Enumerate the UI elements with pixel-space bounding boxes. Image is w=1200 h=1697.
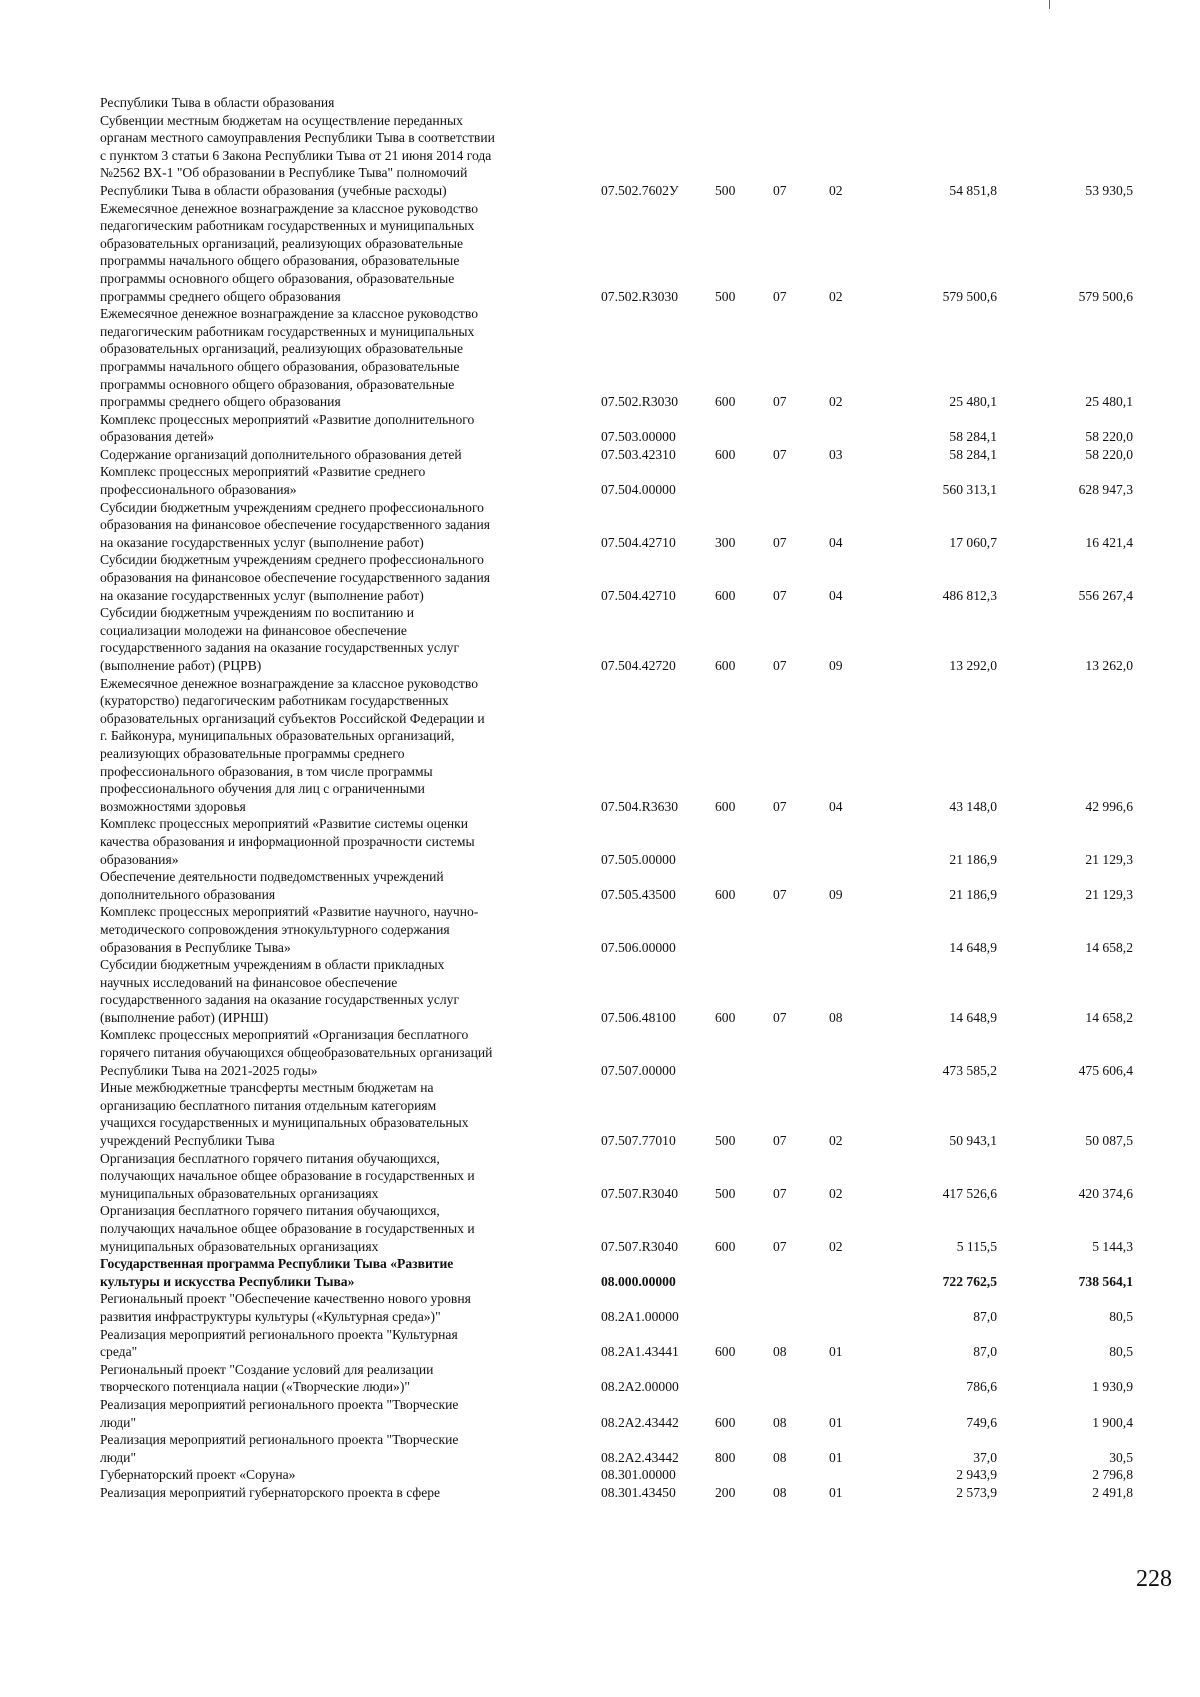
table-row — [100, 1361, 1150, 1396]
amount-year-1: 37,0 — [973, 1449, 997, 1465]
target-article-code: 07.505.43500 — [601, 886, 676, 902]
target-article-code: 07.505.00000 — [601, 851, 676, 867]
row-description: Государственная программа Республики Тыва «Развитие культуры и искусства Республики Тыва» — [100, 1256, 454, 1289]
amount-year-1: 17 060,7 — [949, 534, 997, 550]
amount-year-2: 80,5 — [1109, 1344, 1133, 1360]
target-article-code: 08.2А2.43442 — [601, 1414, 679, 1430]
amount-year-1: 722 762,5 — [942, 1273, 997, 1289]
amount-year-2: 53 930,5 — [1085, 182, 1133, 198]
target-article-code: 07.504.42710 — [601, 587, 676, 603]
subsection-code: 01 — [829, 1344, 843, 1360]
row-description: Субвенции местным бюджетам на осуществление переданных органам местного самоуправления Республики Тыва в соответствии с пунктом 3 статьи 6 Закона Республики Тыва от 21 июня 2014 года №2562 ВХ-1 "Об образовании в Республике Тыва" полномочий Республики Тыва в области образования (учебные расходы) — [100, 112, 495, 198]
amount-year-2: 420 374,6 — [1078, 1185, 1133, 1201]
target-article-code: 07.507.77010 — [601, 1133, 676, 1149]
amount-year-2: 58 220,0 — [1085, 446, 1133, 462]
table-row — [100, 1326, 1150, 1361]
table-row — [100, 1466, 1150, 1484]
expense-type-code: 600 — [715, 886, 736, 902]
section-code: 07 — [773, 1238, 787, 1254]
amount-year-1: 21 186,9 — [949, 851, 997, 867]
target-article-code: 07.507.00000 — [601, 1062, 676, 1078]
target-article-code: 07.502.R3030 — [601, 288, 679, 304]
section-code: 07 — [773, 798, 787, 814]
amount-year-2: 579 500,6 — [1078, 288, 1133, 304]
target-article-code: 07.502.R3030 — [601, 394, 679, 410]
target-article-code: 08.000.00000 — [601, 1273, 676, 1289]
table-row — [100, 463, 1150, 498]
subsection-code: 02 — [829, 1238, 843, 1254]
expense-type-code: 500 — [715, 288, 736, 304]
table-row — [100, 1484, 1150, 1502]
amount-year-2: 628 947,3 — [1078, 482, 1133, 498]
target-article-code: 07.504.00000 — [601, 482, 676, 498]
amount-year-1: 50 943,1 — [949, 1133, 997, 1149]
amount-year-1: 58 284,1 — [949, 429, 997, 445]
subsection-code: 09 — [829, 886, 843, 902]
amount-year-2: 738 564,1 — [1078, 1273, 1133, 1289]
row-description: Комплекс процессных мероприятий «Организация бесплатного горячего питания обучающихся общеобразовательных организаций Республики Тыва на 2021-2025 годы» — [100, 1027, 493, 1078]
expense-type-code: 600 — [715, 1009, 736, 1025]
row-description: Реализация мероприятий регионального проекта "Творческие люди" — [100, 1432, 459, 1465]
expense-type-code: 600 — [715, 1344, 736, 1360]
amount-year-1: 43 148,0 — [949, 798, 997, 814]
row-description: Ежемесячное денежное вознаграждение за классное руководство (кураторство) педагогическим работникам государственных образовательных организаций субъектов Российской Федерации и г. Байконура, муниципальных образовательных организаций, реализующих образовательные программы среднего профессионального образования, в том числе программы профессионального обучения для лиц с ограниченными возможностями здоровья — [100, 675, 485, 814]
subsection-code: 01 — [829, 1484, 843, 1500]
row-description: Субсидии бюджетным учреждениям среднего профессионального образования на финансовое обеспечение государственного задания на оказание государственных услуг (выполнение работ) — [100, 552, 490, 603]
table-row — [100, 1290, 1150, 1325]
amount-year-2: 58 220,0 — [1085, 429, 1133, 445]
amount-year-1: 5 115,5 — [956, 1238, 997, 1254]
subsection-code: 02 — [829, 1185, 843, 1201]
amount-year-1: 417 526,6 — [942, 1185, 997, 1201]
expense-type-code: 500 — [715, 1185, 736, 1201]
amount-year-2: 14 658,2 — [1085, 1009, 1133, 1025]
section-code: 07 — [773, 1133, 787, 1149]
target-article-code: 07.504.42720 — [601, 658, 676, 673]
section-code: 08 — [773, 1344, 787, 1360]
section-code: 08 — [773, 1449, 787, 1465]
subsection-code: 02 — [829, 182, 843, 198]
row-description: Организация бесплатного горячего питания обучающихся, получающих начальное общее образование в государственных и муниципальных образовательных организациях — [100, 1150, 475, 1201]
amount-year-1: 2 943,9 — [956, 1467, 997, 1483]
expense-type-code: 600 — [715, 587, 736, 603]
table-row — [100, 94, 1150, 112]
amount-year-1: 87,0 — [973, 1308, 997, 1324]
expense-type-code: 200 — [715, 1484, 736, 1500]
table-row — [100, 446, 1150, 464]
page-number: 228 — [1136, 1566, 1172, 1592]
section-code: 07 — [773, 1185, 787, 1201]
amount-year-1: 473 585,2 — [942, 1062, 997, 1078]
expense-type-code: 600 — [715, 1238, 736, 1254]
row-description: Комплекс процессных мероприятий «Развитие системы оценки качества образования и информационной прозрачности системы образования» — [100, 816, 475, 867]
amount-year-1: 2 573,9 — [956, 1484, 997, 1500]
table-row — [100, 1079, 1150, 1149]
section-code: 07 — [773, 288, 787, 304]
amount-year-1: 25 480,1 — [949, 394, 997, 410]
target-article-code: 08.2А2.00000 — [601, 1379, 679, 1395]
section-code: 08 — [773, 1484, 787, 1500]
amount-year-2: 80,5 — [1109, 1308, 1133, 1324]
amount-year-1: 486 812,3 — [942, 587, 997, 603]
amount-year-1: 560 313,1 — [942, 482, 997, 498]
subsection-code: 02 — [829, 288, 843, 304]
subsection-code: 08 — [829, 1009, 843, 1025]
row-description: Субсидии бюджетным учреждениям в области прикладных научных исследований на финансовое обеспечение государственного задания на оказание государственных услуг (выполнение работ) (ИРНШ) — [100, 957, 460, 1025]
target-article-code: 07.506.00000 — [601, 939, 676, 955]
target-article-code: 07.502.7602У — [601, 182, 679, 198]
subsection-code: 09 — [829, 658, 843, 673]
amount-year-2: 1 900,4 — [1092, 1414, 1133, 1430]
table-row — [100, 604, 1150, 674]
amount-year-2: 30,5 — [1109, 1449, 1133, 1465]
table-row — [100, 675, 1150, 816]
target-article-code: 08.2А1.43441 — [601, 1344, 679, 1360]
amount-year-1: 749,6 — [966, 1414, 997, 1430]
amount-year-2: 21 129,3 — [1085, 851, 1133, 867]
row-description: Субсидии бюджетным учреждениям по воспитанию и социализации молодежи на финансовое обеспечение государственного задания на оказание государственных услуг (выполнение работ) (РЦРВ) — [100, 605, 460, 673]
section-code: 07 — [773, 587, 787, 603]
table-row — [100, 1026, 1150, 1079]
section-code: 07 — [773, 534, 787, 550]
section-code: 07 — [773, 182, 787, 198]
amount-year-2: 50 087,5 — [1085, 1133, 1133, 1149]
scan-edge-mark — [1049, 0, 1050, 9]
table-row — [100, 1431, 1150, 1466]
subsection-code: 04 — [829, 587, 843, 603]
table-row — [100, 499, 1150, 552]
row-description: Содержание организаций дополнительного образования детей — [100, 446, 462, 462]
amount-year-1: 21 186,9 — [949, 886, 997, 902]
subsection-code: 03 — [829, 446, 843, 462]
section-code: 07 — [773, 446, 787, 462]
row-description: Региональный проект "Создание условий для реализации творческого потенциала нации («Творческие люди»)" — [100, 1361, 434, 1395]
row-description: Организация бесплатного горячего питания обучающихся, получающих начальное общее образование в государственных и муниципальных образовательных организациях — [100, 1203, 475, 1254]
amount-year-2: 5 144,3 — [1092, 1238, 1133, 1254]
amount-year-1: 54 851,8 — [949, 182, 997, 198]
target-article-code: 07.504.R3630 — [601, 798, 679, 814]
expense-type-code: 500 — [715, 182, 736, 198]
amount-year-1: 58 284,1 — [949, 446, 997, 462]
row-description: Ежемесячное денежное вознаграждение за классное руководство педагогическим работникам государственных и муниципальных образовательных организаций, реализующих образовательные программы начального общего образования, образовательные программы основного общего образования, образовательные программы среднего общего образования — [100, 306, 478, 410]
subsection-code: 02 — [829, 394, 843, 410]
budget-table — [100, 94, 1150, 1502]
table-row — [100, 868, 1150, 903]
amount-year-2: 2 796,8 — [1092, 1467, 1133, 1483]
subsection-code: 04 — [829, 798, 843, 814]
expense-type-code: 600 — [715, 394, 736, 410]
row-description: Республики Тыва в области образования — [100, 95, 335, 110]
row-description: Реализация мероприятий регионального проекта "Культурная среда" — [100, 1326, 458, 1360]
table-row — [100, 305, 1150, 411]
section-code: 07 — [773, 394, 787, 410]
subsection-code: 02 — [829, 1133, 843, 1149]
row-description: Комплекс процессных мероприятий «Развитие научного, научно- методического сопровождения этнокультурного содержания образования в Республике Тыва» — [100, 904, 479, 955]
target-article-code: 08.301.43450 — [601, 1484, 676, 1500]
target-article-code: 08.301.00000 — [601, 1467, 676, 1483]
amount-year-2: 14 658,2 — [1085, 939, 1133, 955]
subsection-code: 01 — [829, 1414, 843, 1430]
table-row — [100, 1255, 1150, 1290]
row-description: Реализация мероприятий губернаторского проекта в сфере — [100, 1484, 441, 1500]
target-article-code: 07.507.R3040 — [601, 1185, 679, 1201]
row-description: Комплекс процессных мероприятий «Развитие среднего профессионального образования» — [100, 464, 426, 498]
expense-type-code: 800 — [715, 1449, 736, 1465]
table-row — [100, 1202, 1150, 1255]
section-code: 07 — [773, 658, 787, 673]
amount-year-2: 475 606,4 — [1078, 1062, 1133, 1078]
row-description: Обеспечение деятельности подведомственных учреждений дополнительного образования — [100, 869, 444, 902]
table-row — [100, 1396, 1150, 1431]
expense-type-code: 300 — [715, 534, 736, 550]
amount-year-1: 14 648,9 — [949, 939, 997, 955]
subsection-code: 01 — [829, 1449, 843, 1465]
amount-year-2: 16 421,4 — [1085, 534, 1133, 550]
amount-year-1: 786,6 — [966, 1379, 997, 1395]
table-row — [100, 903, 1150, 956]
row-description: Губернаторский проект «Соруна» — [100, 1467, 296, 1483]
table-row — [100, 551, 1150, 604]
amount-year-2: 42 996,6 — [1085, 798, 1133, 814]
target-article-code: 07.503.00000 — [601, 429, 676, 445]
target-article-code: 07.506.48100 — [601, 1009, 676, 1025]
row-description: Иные межбюджетные трансферты местным бюджетам на организацию бесплатного питания отдельным категориям учащихся государственных и муниципальных образовательных учреждений Республики Тыва — [100, 1080, 469, 1149]
table-row — [100, 112, 1150, 200]
section-code: 07 — [773, 1009, 787, 1025]
expense-type-code: 600 — [715, 658, 736, 673]
row-description: Региональный проект "Обеспечение качественно нового уровня развития инфраструктуры культуры («Культурная среда»)" — [100, 1291, 471, 1324]
amount-year-2: 21 129,3 — [1085, 886, 1133, 902]
target-article-code: 07.504.42710 — [601, 534, 676, 550]
section-code: 07 — [773, 886, 787, 902]
amount-year-1: 579 500,6 — [942, 288, 997, 304]
row-description: Комплекс процессных мероприятий «Развитие дополнительного образования детей» — [100, 411, 475, 445]
expense-type-code: 600 — [715, 1414, 736, 1430]
expense-type-code: 600 — [715, 446, 736, 462]
section-code: 08 — [773, 1414, 787, 1430]
amount-year-1: 13 292,0 — [949, 658, 997, 673]
subsection-code: 04 — [829, 534, 843, 550]
row-description: Субсидии бюджетным учреждениям среднего профессионального образования на финансовое обеспечение государственного задания на оказание государственных услуг (выполнение работ) — [100, 499, 490, 550]
table-row — [100, 956, 1150, 1026]
table-row — [100, 411, 1150, 446]
amount-year-2: 2 491,8 — [1092, 1484, 1133, 1500]
table-row — [100, 1150, 1150, 1203]
table-row — [100, 200, 1150, 306]
amount-year-2: 13 262,0 — [1085, 658, 1133, 673]
row-description: Ежемесячное денежное вознаграждение за классное руководство педагогическим работникам государственных и муниципальных образовательных организаций, реализующих образовательные программы начального общего образования, образовательные программы основного общего образования, образовательные программы среднего общего образования — [100, 200, 478, 304]
amount-year-2: 25 480,1 — [1085, 394, 1133, 410]
expense-type-code: 500 — [715, 1133, 736, 1149]
target-article-code: 08.2А2.43442 — [601, 1449, 679, 1465]
target-article-code: 08.2А1.00000 — [601, 1308, 679, 1324]
amount-year-2: 1 930,9 — [1092, 1379, 1133, 1395]
expense-type-code: 600 — [715, 798, 736, 814]
amount-year-2: 556 267,4 — [1078, 587, 1133, 603]
table-row — [100, 815, 1150, 868]
row-description: Реализация мероприятий регионального проекта "Творческие люди" — [100, 1396, 459, 1430]
amount-year-1: 87,0 — [973, 1344, 997, 1360]
target-article-code: 07.503.42310 — [601, 446, 676, 462]
target-article-code: 07.507.R3040 — [601, 1238, 679, 1254]
amount-year-1: 14 648,9 — [949, 1009, 997, 1025]
